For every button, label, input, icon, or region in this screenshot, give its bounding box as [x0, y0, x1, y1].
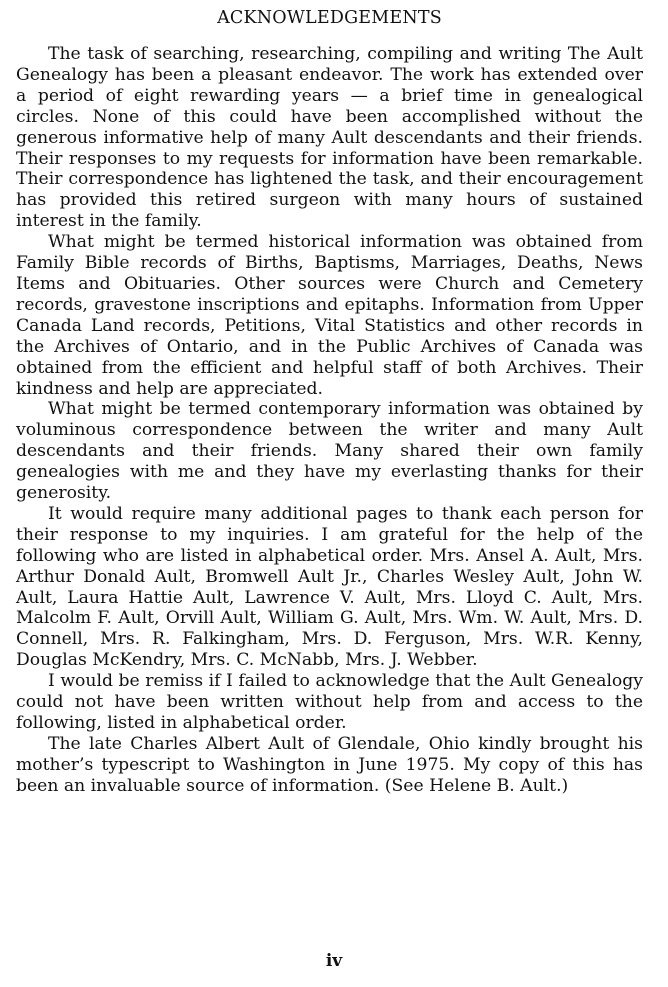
page-title: ACKNOWLEDGEMENTS [217, 8, 442, 28]
paragraph-contemporary-info: What might be termed contemporary information was obtained by voluminous correspondence between the writer and many Ault descendants and their friends. Many shared their own family genealogies with me and they have my everlasting thanks for their generosity. [16, 399, 643, 504]
paragraph-remiss: I would be remiss if I failed to acknowledge that the Ault Genealogy could not have been written without help from and access to the following, listed in alphabetical order. [16, 671, 643, 733]
document-page [16, 4, 643, 797]
paragraph-typescript: The late Charles Albert Ault of Glendale, Ohio kindly brought his mother’s typescript to Washington in June 1975. My copy of this has been an invaluable source of information. (See Helene B. Ault.) [16, 733, 643, 796]
paragraph-intro: The task of searching, researching, compiling and writing The Ault Genealogy has been a pleasant endeavor. The work has extended over a period of eight rewarding years — a brief time in genealogical circles. None of this could have been accomplished without the generous informative help of many Ault descendants and their friends. Their responses to my requests for information have been remarkable. Their correspondence has lightened the task, and their encouragement has provided this retired surgeon with many hours of sustained interest in the family. [16, 44, 643, 232]
paragraph-historical-info: What might be termed historical information was obtained from Family Bible records of Births, Baptisms, Marriages, Deaths, News Items and Obituaries. Other sources were Church and Cemetery records, gravestone inscriptions and epitaphs. Information from Upper Canada Land records, Petitions, Vital Statistics and other records in the Archives of Ontario, and in the Public Archives of Canada was obtained from the efficient and helpful staff of both Archives. Their kindness and help are appreciated. [16, 232, 643, 399]
page-number: iv [325, 951, 343, 971]
paragraph-contributors: It would require many additional pages to thank each person for their response to my inquiries. I am grateful for the help of the following who are listed in alphabetical order. Mrs. Ansel A. Ault, Mrs. Arthur Donald Ault, Bromwell Ault Jr., Charles Wesley Ault, John W. Ault, Laura Hattie Ault, Lawrence V. Ault, Mrs. Lloyd C. Ault, Mrs. Malcolm F. Ault, Orvill Ault, William G. Ault, Mrs. Wm. W. Ault, Mrs. D. Connell, Mrs. R. Falkingham, Mrs. D. Ferguson, Mrs. W.R. Kenny, Douglas McKendry, Mrs. C. McNabb, Mrs. J. Webber. [16, 503, 643, 671]
